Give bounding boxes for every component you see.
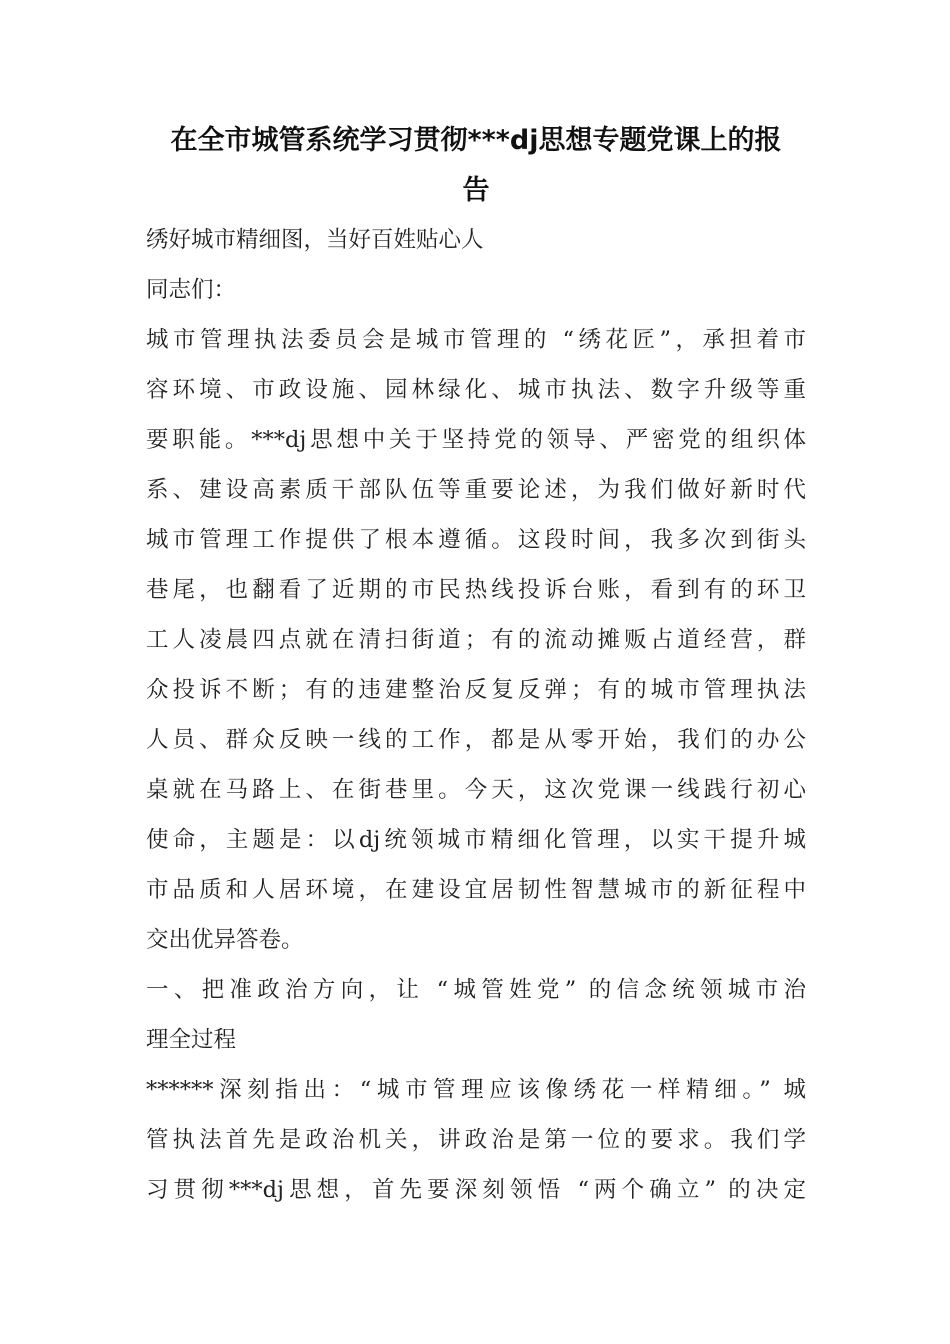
subtitle: 绣好城市精细图，当好百姓贴心人	[146, 227, 484, 253]
paragraph-line: 使命，主题是：以dj统领城市精细化管理，以实干提升城	[146, 827, 806, 853]
section-heading-line: 一、把准政治方向，让 “城管姓党” 的信念统领城市治	[146, 977, 806, 1003]
paragraph-line: 城市管理工作提供了根本遵循。这段时间，我多次到街头	[146, 527, 806, 553]
paragraph-line: 系、建设高素质干部队伍等重要论述，为我们做好新时代	[146, 477, 806, 503]
paragraph-line: 巷尾，也翻看了近期的市民热线投诉台账，看到有的环卫	[146, 577, 806, 603]
paragraph-line: 习贯彻***dj思想，首先要深刻领悟 “两个确立” 的决定	[146, 1177, 806, 1203]
paragraph-line: 容环境、市政设施、园林绿化、城市执法、数字升级等重	[146, 377, 806, 403]
paragraph-line: 要职能。***dj思想中关于坚持党的领导、严密党的组织体	[146, 427, 806, 453]
salutation: 同志们：	[146, 277, 237, 303]
paragraph-line: 众投诉不断；有的违建整治反复反弹；有的城市管理执法	[146, 677, 806, 703]
paragraph-line: 城市管理执法委员会是城市管理的 “绣花匠”，承担着市	[146, 327, 806, 353]
paragraph-line: 管执法首先是政治机关，讲政治是第一位的要求。我们学	[146, 1127, 806, 1153]
document-title-line-2: 告	[462, 175, 490, 206]
paragraph-line: 桌就在马路上、在街巷里。今天，这次党课一线践行初心	[146, 777, 806, 803]
section-heading-line: 理全过程	[146, 1027, 237, 1053]
document-title-line-1: 在全市城管系统学习贯彻***dj思想专题党课上的报	[170, 125, 782, 156]
paragraph-line: 交出优异答卷。	[146, 927, 304, 953]
paragraph-line: 工人凌晨四点就在清扫街道；有的流动摊贩占道经营，群	[146, 627, 806, 653]
paragraph-line: ******深刻指出：“城市管理应该像绣花一样精细。” 城	[146, 1077, 806, 1103]
paragraph-line: 人员、群众反映一线的工作，都是从零开始，我们的办公	[146, 727, 806, 753]
paragraph-line: 市品质和人居环境，在建设宜居韧性智慧城市的新征程中	[146, 877, 806, 903]
